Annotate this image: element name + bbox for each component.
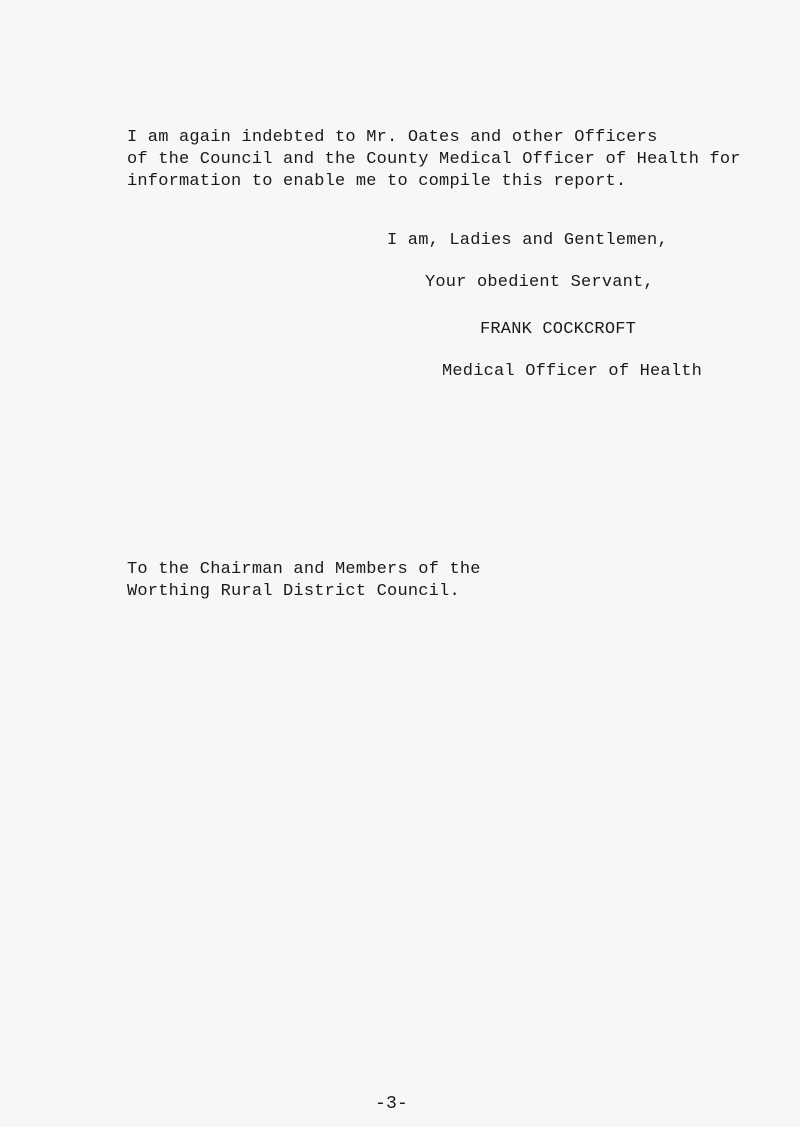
signatory-name: FRANK COCKCROFT	[480, 320, 637, 339]
addressee-line-1: To the Chairman and Members of the	[127, 560, 481, 579]
body-line-1: I am again indebted to Mr. Oates and other Officers	[127, 128, 658, 147]
signatory-title: Medical Officer of Health	[442, 362, 703, 381]
valediction: Your obedient Servant,	[425, 273, 654, 292]
page-number: -3-	[375, 1094, 409, 1114]
body-line-2: of the Council and the County Medical Officer of Health for	[127, 150, 741, 169]
closing-salutation: I am, Ladies and Gentlemen,	[387, 231, 668, 250]
addressee-line-2: Worthing Rural District Council.	[127, 582, 460, 601]
body-line-3: information to enable me to compile this report.	[127, 172, 627, 191]
